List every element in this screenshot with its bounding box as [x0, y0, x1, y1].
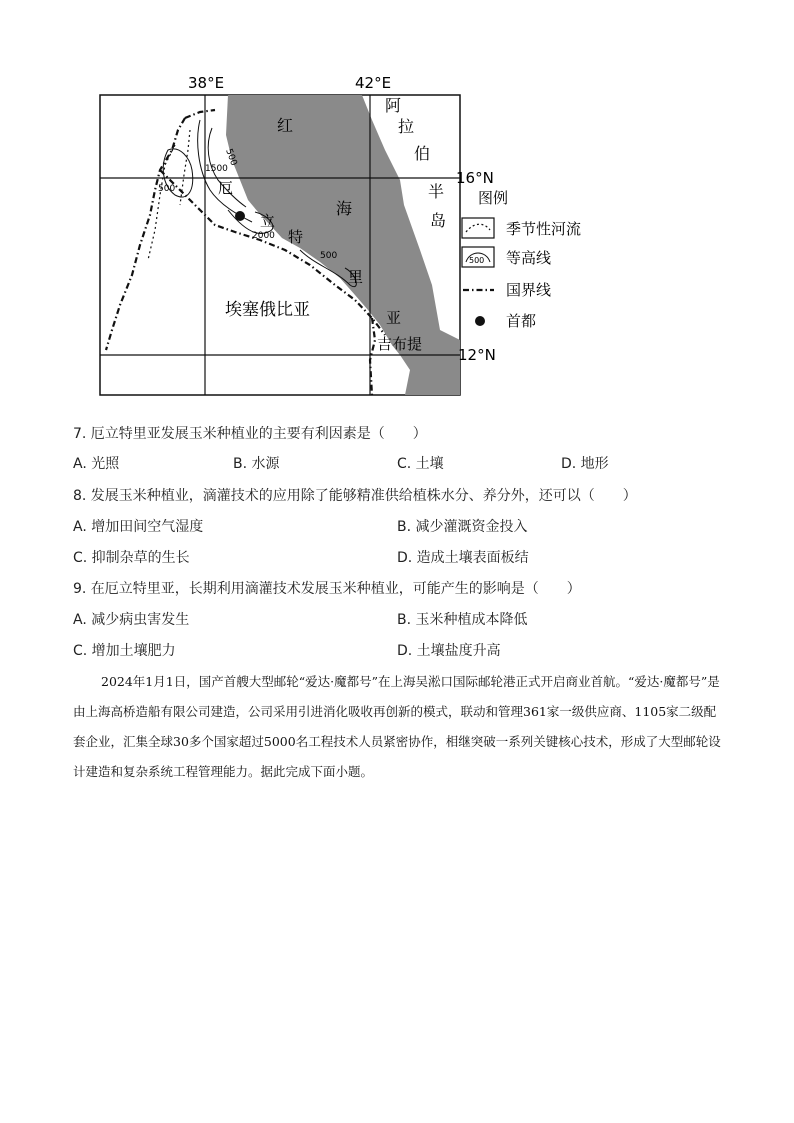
q7-option-d[interactable]: D. 地形: [561, 456, 609, 472]
q9-option-a[interactable]: A. 减少病虫害发生: [73, 612, 190, 628]
label-a: 阿: [385, 96, 402, 115]
legend-contour-sample: 500: [469, 256, 485, 265]
q8-option-a[interactable]: A. 增加田间空气湿度: [73, 519, 204, 535]
lat-label-16n: 16°N: [456, 169, 494, 187]
lon-label-42e: 42°E: [355, 74, 392, 92]
contour-label-500-a: 500: [223, 147, 239, 168]
contour-label-1500: 1500: [205, 164, 228, 174]
label-te: 特: [288, 228, 304, 246]
capital-asmara: [235, 211, 245, 221]
question-8-stem: 8. 发展玉米种植业，滴灌技术的应用除了能够精准供给植株水分、养分外，还可以（ ）: [73, 488, 637, 504]
label-sea: 海: [336, 199, 353, 218]
label-la: 拉: [398, 117, 415, 136]
q7-option-b[interactable]: B. 水源: [233, 456, 280, 472]
label-bo: 伯: [414, 144, 431, 163]
q8-option-c[interactable]: C. 抑制杂草的生长: [73, 550, 190, 566]
legend-border-label: 国界线: [506, 281, 552, 299]
label-ya: 亚: [386, 309, 402, 327]
q7-option-c[interactable]: C. 土壤: [397, 456, 444, 472]
label-djibouti: 吉布提: [377, 335, 423, 353]
legend-river-icon: [466, 224, 490, 232]
label-e: 厄: [218, 179, 234, 197]
contour-label-2000: 2000: [252, 231, 275, 241]
label-ethiopia: 埃塞俄比亚: [225, 300, 310, 320]
lon-label-38e: 38°E: [188, 74, 225, 92]
map-legend: [462, 189, 581, 330]
passage-paragraph: 2024年1月1日，国产首艘大型邮轮“爱达·魔都号”在上海吴淞口国际邮轮港正式开启商业首航。“爱达·魔都号”是由上海高桥造船有限公司建造，公司采用引进消化吸收再创新的模式，联动和管理361家一级供应商、1105家二级配套企业，汇集全球30多个国家超过5000名工程技术人员紧密协作，相继突破一系列关键核心技术，形成了大型邮轮设计建造和复杂系统工程管理能力。据此完成下面小题。: [73, 674, 721, 779]
legend-capital-label: 首都: [506, 312, 537, 330]
legend-title: 图例: [478, 189, 509, 207]
question-7-stem: 7. 厄立特里亚发展玉米种植业的主要有利因素是（ ）: [73, 426, 427, 442]
question-9-stem: 9. 在厄立特里亚，长期利用滴灌技术发展玉米种植业，可能产生的影响是（ ）: [73, 581, 581, 597]
legend-capital-icon: [475, 316, 485, 326]
label-ban: 半: [428, 182, 445, 201]
q7-option-a[interactable]: A. 光照: [73, 456, 120, 472]
label-dao: 岛: [430, 211, 447, 230]
contour-label-500-c: 500: [320, 251, 338, 261]
label-red: 红: [277, 116, 294, 135]
label-li2: 里: [348, 268, 364, 286]
q9-option-b[interactable]: B. 玉米种植成本降低: [397, 612, 528, 628]
lat-label-12n: 12°N: [458, 346, 496, 364]
legend-river-box: [462, 218, 494, 238]
legend-river-label: 季节性河流: [506, 220, 582, 238]
q8-option-b[interactable]: B. 减少灌溉资金投入: [397, 519, 528, 535]
contour-label-500-b: 500: [158, 184, 176, 194]
legend-contour-label: 等高线: [506, 249, 552, 267]
q8-option-d[interactable]: D. 造成土壤表面板结: [397, 550, 529, 566]
eritrea-map: [0, 0, 794, 420]
q9-option-d[interactable]: D. 土壤盐度升高: [397, 643, 501, 659]
q9-option-c[interactable]: C. 增加土壤肥力: [73, 643, 176, 659]
label-li: 立: [260, 212, 276, 230]
